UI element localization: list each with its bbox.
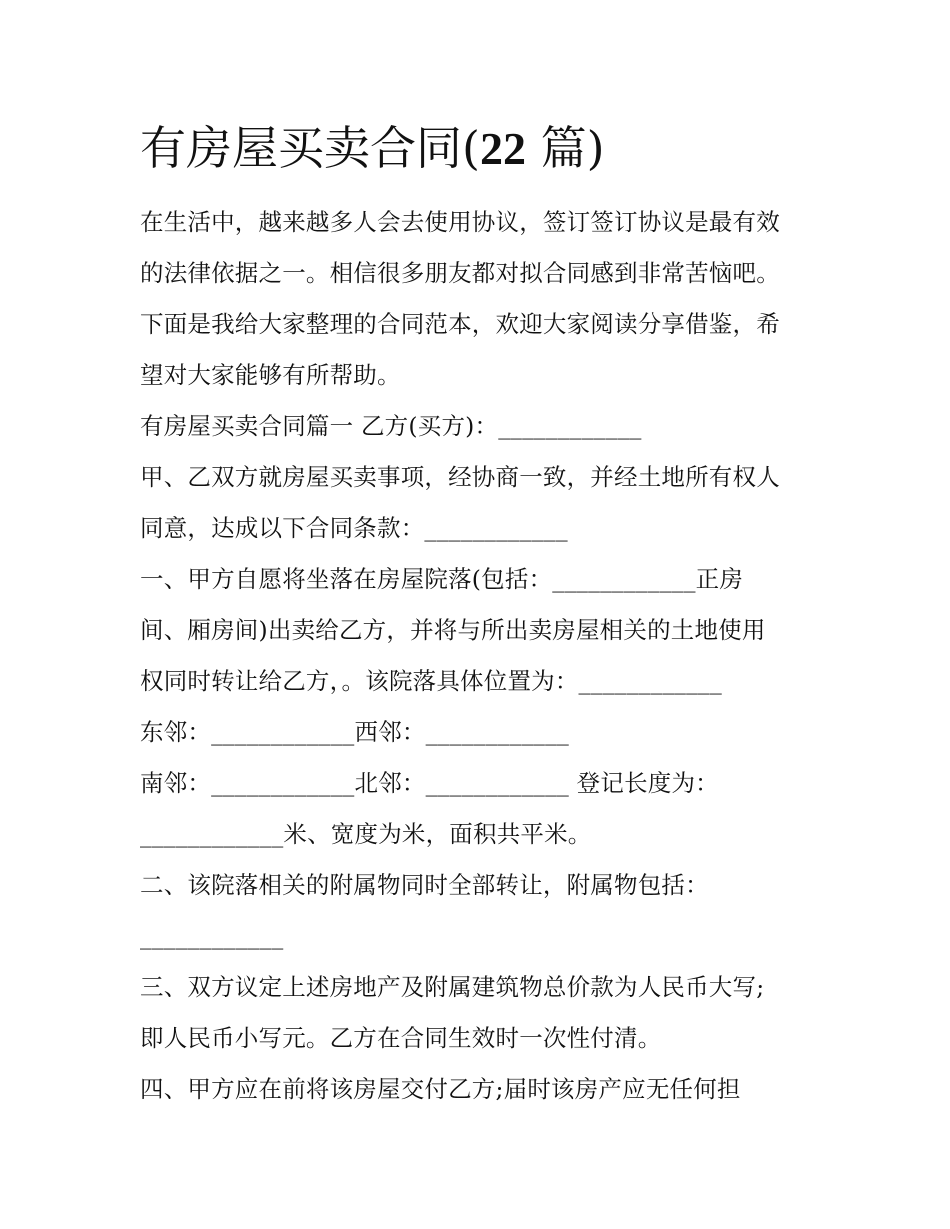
neighbors-south-north: 南邻：____________北邻：____________ 登记长度为：	[140, 769, 719, 797]
contract-heading-buyer: 有房屋买卖合同篇一 乙方(买方)：____________	[140, 412, 642, 440]
intro-line-1: 在生活中，越来越多人会去使用协议，签订签订协议是最有效	[140, 208, 780, 236]
title-text: 有房屋买卖合同(	[140, 121, 480, 175]
document-title	[140, 112, 605, 185]
clause-4-line-1: 四、甲方应在前将该房屋交付乙方;届时该房产应无任何担	[140, 1075, 741, 1103]
title-number: 22	[479, 123, 526, 174]
clause-3-line-2: 即人民币小写元。乙方在合同生效时一次性付清。	[140, 1024, 662, 1052]
dimensions-line: ____________米、宽度为米，面积共平米。	[140, 820, 592, 848]
clause-3-line-1: 三、双方议定上述房地产及附属建筑物总价款为人民币大写;	[140, 973, 765, 1001]
intro-line-3: 下面是我给大家整理的合同范本，欢迎大家阅读分享借鉴，希	[140, 310, 780, 338]
clause-2-line-2: ____________	[140, 922, 284, 950]
agreement-line-2: 同意，达成以下合同条款：____________	[140, 514, 568, 542]
clause-1-line-2: 间、厢房间)出卖给乙方，并将与所出卖房屋相关的土地使用	[140, 616, 766, 644]
intro-line-2: 的法律依据之一。相信很多朋友都对拟合同感到非常苦恼吧。	[140, 259, 780, 287]
agreement-line-1: 甲、乙双方就房屋买卖事项，经协商一致，并经土地所有权人	[140, 463, 780, 491]
clause-1-line-1: 一、甲方自愿将坐落在房屋院落(包括：____________正房	[140, 565, 744, 593]
title-suffix: 篇)	[525, 121, 605, 175]
intro-line-4: 望对大家能够有所帮助。	[140, 361, 401, 389]
neighbors-east-west: 东邻：____________西邻：____________	[140, 718, 569, 746]
clause-1-line-3: 权同时转让给乙方，。该院落具体位置为：____________	[140, 667, 722, 695]
document-body	[140, 197, 820, 1115]
clause-2-line-1: 二、该院落相关的附属物同时全部转让，附属物包括：	[140, 871, 709, 899]
